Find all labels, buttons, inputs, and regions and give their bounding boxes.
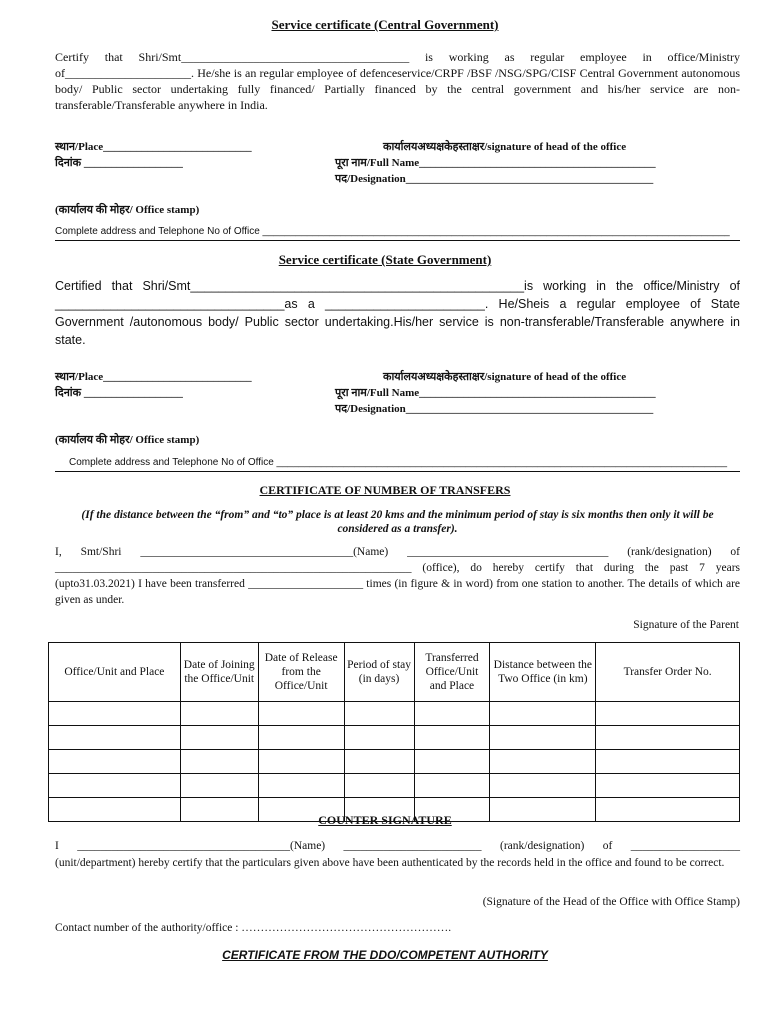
contact-number-line: Contact number of the authority/office : ………………………………………………. bbox=[55, 922, 452, 934]
central-full-name: पूरा नाम/Full Name___________________________________________ bbox=[335, 157, 656, 169]
section-divider bbox=[55, 240, 740, 241]
table-cell[interactable] bbox=[490, 774, 596, 798]
table-cell[interactable] bbox=[596, 726, 740, 750]
central-paragraph: Certify that Shri/Smt______________________________________ is working as regular employee in office/Ministry of_____________________. He/she is an regular employee of defenceservice/CRPF /BSF /NSG/SPG/CISF Central Government autonomous body/ Public sector undertaking fully financed/ Partially financed by the central government and his/her service are non-transferable/Transferable anywhere in India. bbox=[55, 50, 740, 112]
table-row bbox=[49, 750, 740, 774]
table-header-row bbox=[49, 643, 740, 702]
table-cell[interactable] bbox=[344, 726, 414, 750]
central-office-stamp: (कार्यालय की मोहर/ Office stamp) bbox=[55, 204, 200, 216]
transfers-paragraph: I, Smt/Shri _____________________________________(Name) ___________________________________ (rank/designation) of ______________________________________________________________ (office), do hereby certify that during the past 7 years (upto31.03.2021) I have been transferred ____________________ times (in figure & in word) from one station to another. The details of which are given as under. bbox=[55, 546, 740, 606]
table-cell[interactable] bbox=[258, 726, 344, 750]
central-designation: पद/Designation_____________________________________________ bbox=[335, 173, 654, 185]
column-header: Date of Joining the Office/Unit bbox=[180, 643, 258, 702]
table-cell[interactable] bbox=[414, 750, 490, 774]
state-paragraph: Certified that Shri/Smt________________________________________________is working in the office/Ministry of _________________________________as a _______________________. He/Sheis a regular employee of State Government /autonomous body/ Public sector undertaking.His/her service is non-transferable/Transferable anywhere in state. bbox=[55, 279, 740, 347]
table-row bbox=[49, 702, 740, 726]
state-title: Service certificate (State Government) bbox=[278, 252, 492, 267]
column-header: Transferred Office/Unit and Place bbox=[414, 643, 490, 702]
state-address: Complete address and Telephone No of Office _________________________________________________________________________________ bbox=[69, 457, 728, 468]
central-signature-head: कार्यालयअध्यक्षकेहस्ताक्षर/signature of head of the office bbox=[383, 141, 627, 153]
central-address: Complete address and Telephone No of Office ____________________________________________________________________________________ bbox=[55, 226, 730, 237]
table-cell[interactable] bbox=[596, 702, 740, 726]
state-designation: पद/Designation_____________________________________________ bbox=[335, 403, 654, 415]
table-cell[interactable] bbox=[49, 702, 181, 726]
counter-signature-paragraph: I _____________________________________(Name) ________________________ (rank/designation) of ___________________ (unit/department) hereby certify that the particulars given above have been authenticated by the records held in the office and found to be correct. bbox=[55, 840, 740, 869]
counter-signature-title: COUNTER SIGNATURE bbox=[318, 813, 452, 827]
table-cell[interactable] bbox=[180, 774, 258, 798]
table-cell[interactable] bbox=[344, 702, 414, 726]
column-header: Office/Unit and Place bbox=[49, 643, 181, 702]
central-date: दिनांक __________________ bbox=[55, 157, 183, 169]
table-cell[interactable] bbox=[490, 750, 596, 774]
parent-signature-label: Signature of the Parent bbox=[633, 619, 739, 631]
transfers-note: (If the distance between the “from” and “to” place is at least 20 kms and the minimum period of stay is six months then only it will be considered as a transfer). bbox=[81, 509, 714, 535]
table-cell[interactable] bbox=[180, 726, 258, 750]
table-cell[interactable] bbox=[490, 702, 596, 726]
transfers-table bbox=[48, 642, 740, 822]
table-cell[interactable] bbox=[49, 774, 181, 798]
table-cell[interactable] bbox=[344, 774, 414, 798]
table-cell[interactable] bbox=[258, 702, 344, 726]
head-office-signature-label: (Signature of the Head of the Office with Office Stamp) bbox=[482, 896, 740, 908]
table-cell[interactable] bbox=[490, 726, 596, 750]
table-row bbox=[49, 774, 740, 798]
table-cell[interactable] bbox=[180, 702, 258, 726]
state-place: स्थान/Place___________________________ bbox=[55, 371, 252, 383]
table-cell[interactable] bbox=[180, 750, 258, 774]
table-cell[interactable] bbox=[344, 750, 414, 774]
table-cell[interactable] bbox=[49, 726, 181, 750]
table-cell[interactable] bbox=[596, 774, 740, 798]
table-row bbox=[49, 726, 740, 750]
state-full-name: पूरा नाम/Full Name___________________________________________ bbox=[335, 387, 656, 399]
column-header: Period of stay (in days) bbox=[344, 643, 414, 702]
column-header: Date of Release from the Office/Unit bbox=[258, 643, 344, 702]
table-cell[interactable] bbox=[258, 774, 344, 798]
table-cell[interactable] bbox=[414, 774, 490, 798]
column-header: Transfer Order No. bbox=[596, 643, 740, 702]
table-cell[interactable] bbox=[414, 726, 490, 750]
table-cell[interactable] bbox=[414, 702, 490, 726]
central-place: स्थान/Place___________________________ bbox=[55, 141, 252, 153]
central-title: Service certificate (Central Government) bbox=[271, 17, 499, 32]
transfers-title: CERTIFICATE OF NUMBER OF TRANSFERS bbox=[259, 483, 511, 497]
column-header: Distance between the Two Office (in km) bbox=[490, 643, 596, 702]
table-cell[interactable] bbox=[258, 750, 344, 774]
state-signature-head: कार्यालयअध्यक्षकेहस्ताक्षर/signature of head of the office bbox=[383, 371, 627, 383]
ddo-certificate-title: CERTIFICATE FROM THE DDO/COMPETENT AUTHORITY bbox=[222, 948, 548, 962]
state-date: दिनांक __________________ bbox=[55, 387, 183, 399]
table-cell[interactable] bbox=[49, 750, 181, 774]
table-cell[interactable] bbox=[596, 750, 740, 774]
state-office-stamp: (कार्यालय की मोहर/ Office stamp) bbox=[55, 434, 200, 446]
section-divider bbox=[55, 471, 740, 472]
